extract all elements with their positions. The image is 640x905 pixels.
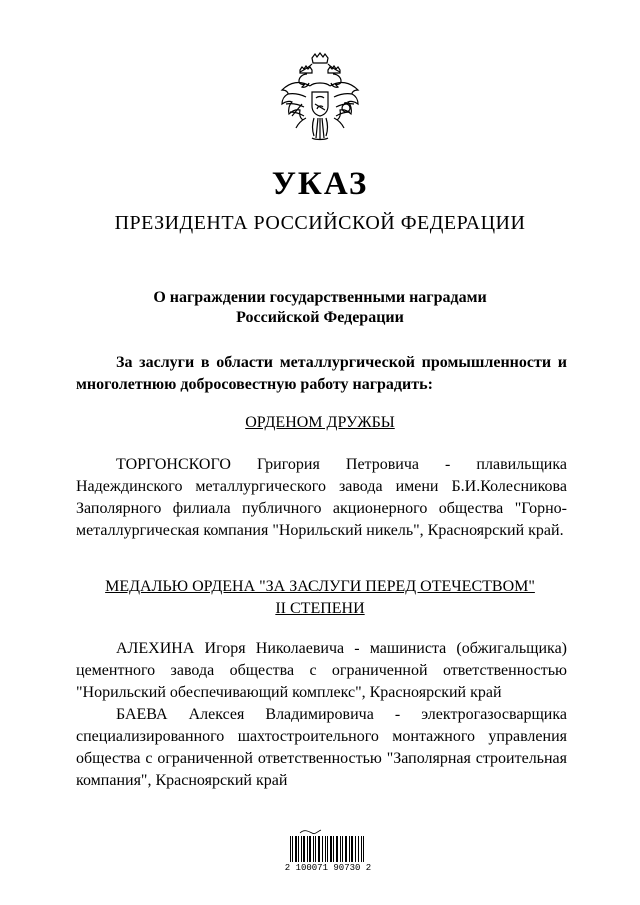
award-heading-medal: [0, 576, 640, 620]
recipient-paragraph: АЛЕХИНА Игоря Николаевича - машиниста (обжигальщика) цементного завода общества с ограниченной ответственностью "Норильский обеспечивающий комплекс", Красноярский край: [76, 640, 567, 701]
subject-line-2: Российской Федерации: [236, 309, 404, 326]
award-heading-line: МЕДАЛЬЮ ОРДЕНА "ЗА ЗАСЛУГИ ПЕРЕД ОТЕЧЕСТВОМ": [105, 578, 535, 595]
coat-of-arms-icon: [276, 52, 364, 150]
barcode-digits: 2 100071 90730 2: [278, 862, 378, 874]
document-subject: [0, 288, 640, 328]
award-heading-line: ОРДЕНОМ ДРУЖБЫ: [245, 414, 395, 431]
subject-line-1: О награждении государственными наградами: [153, 289, 487, 306]
award-heading-order-of-friendship: [0, 412, 640, 434]
recipient-paragraph: БАЕВА Алексея Владимировича - электрогазосварщика специализированного шахтостроительного монтажного управления общества с ограниченной ответственностью "Заполярная строительная компания", Красноярский край: [76, 706, 567, 789]
document-subtitle: ПРЕЗИДЕНТА РОССИЙСКОЙ ФЕДЕРАЦИИ: [114, 212, 526, 234]
award-heading-line: II СТЕПЕНИ: [275, 600, 365, 617]
preamble: За заслуги в области металлургической промышленности и многолетнюю добросовестную работу наградить:: [76, 354, 567, 393]
document-title: УКАЗ: [271, 166, 369, 202]
recipient-paragraph: ТОРГОНСКОГО Григория Петровича - плавильщика Надеждинского металлургического завода имени Б.И.Колесникова Заполярного филиала публичного акционерного общества "Горно-металлургическая компания "Норильский никель", Красноярский край.: [76, 456, 567, 539]
